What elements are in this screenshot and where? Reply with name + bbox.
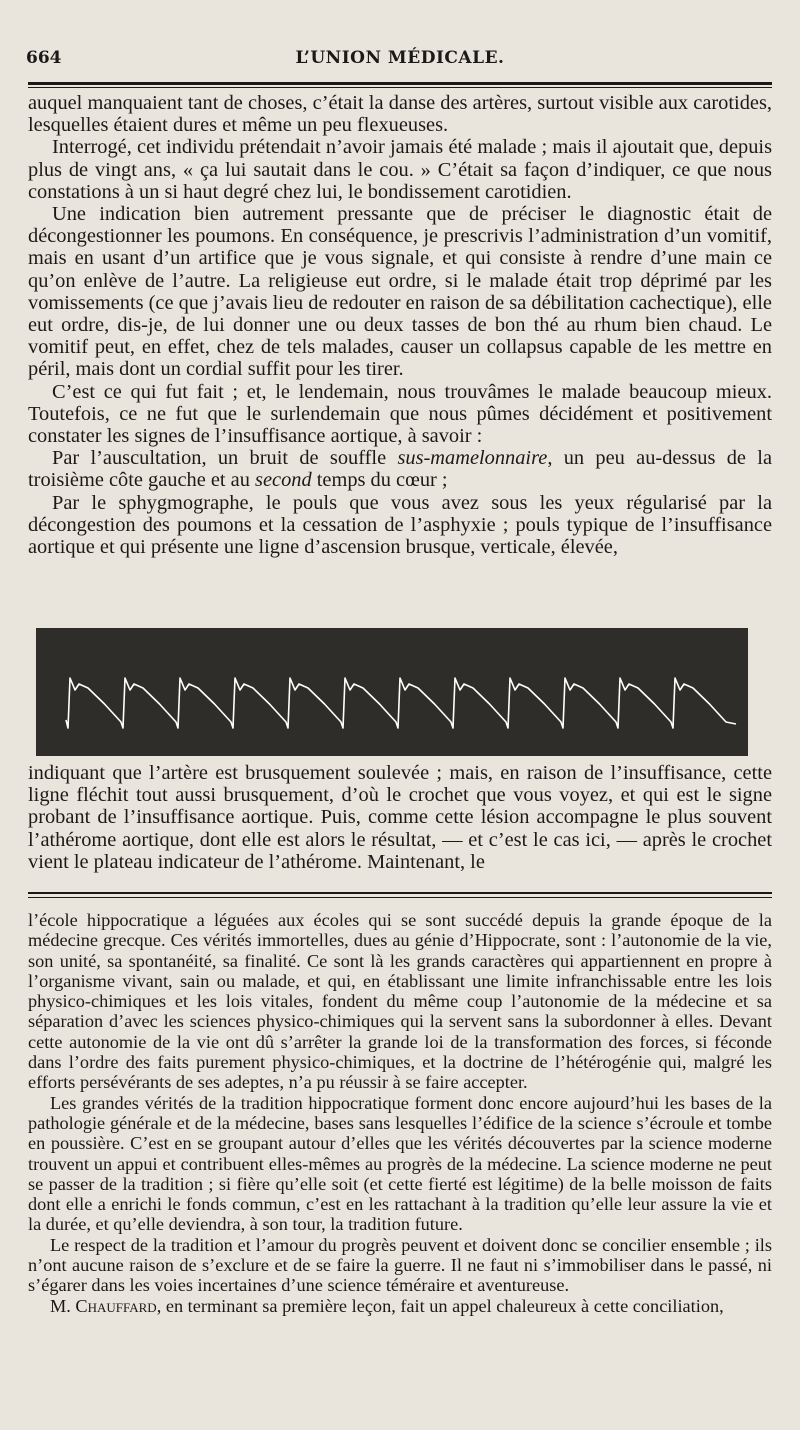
paragraph bbox=[28, 1296, 772, 1316]
page-number: 664 bbox=[26, 48, 62, 68]
paragraph: Le respect de la tradition et l’amour du progrès peuvent et doivent donc se concilier ensemble ; ils n’ont aucune raison de s’exclure et de se faire la guerre. Il ne faut ni s’immobiliser dans le passé, ni s’égarer dans les voies incertaines d’une science téméraire et aventureuse. bbox=[28, 1234, 772, 1296]
paragraph: Une indication bien autrement pressante que de préciser le diagnostic était de décongestionner les poumons. En conséquence, je prescrivis l’administration d’un vomitif, mais en usant d’un artifice que je vous signale, et qui consiste à rendre d’une main ce qu’on enlève de l’autre. La religieuse eut ordre, si le malade était trop déprimé par les vomissements (ce que j’avais lieu de redouter en raison de sa débilitation cachectique), elle eut ordre, dis-je, de lui donner une ou deux tasses de bon thé au rhum bien chaud. Le vomitif peut, en effet, chez de tels malades, causer un collapsus capable de les mettre en péril, mais dont un cordial suffit pour les tirer. bbox=[28, 203, 772, 381]
paragraph: Interrogé, cet individu prétendait n’avoir jamais été malade ; mais il ajoutait que, depuis plus de vingt ans, « ça lui sautait dans le cou. » C’était sa façon d’indiquer, ce que nous constations à un si haut degré chez lui, le bondissement carotidien. bbox=[28, 136, 772, 203]
sphygmograph-trace bbox=[36, 628, 748, 756]
paragraph: indiquant que l’artère est brusquement soulevée ; mais, en raison de l’insuffisance, cette ligne fléchit tout aussi brusquement, d’où le crochet que vous voyez, et qui est le signe probant de l’insuffisance aortique. Puis, comme cette lésion accompagne le plus souvent l’athérome aortique, dont elle est alors le résultat, — et c’est le cas ici, — après le crochet vient le plateau indicateur de l’athérome. Maintenant, le bbox=[28, 762, 772, 873]
header-rule bbox=[28, 82, 772, 85]
paragraph: Les grandes vérités de la tradition hippocratique forment donc encore aujourd’hui les bases de la pathologie générale et de la médecine, bases sans lesquelles l’édifice de la science s’écroule et tombe en poussière. C’est en se groupant autour d’elles que les vérités découvertes par la science moderne trouvent un appui et contribuent elles-mêmes au progrès de la médecine. La science moderne ne peut se passer de la tradition ; si fière qu’elle soit (et cette fierté est légitime) de la belle moisson de faits dont elle a enrichi le fonds commun, c’est en les rattachant à la tradition qu’elle leur assure la vie et la durée, et qu’elle deviendra, à son tour, la tradition future. bbox=[28, 1092, 772, 1235]
paragraph bbox=[28, 447, 772, 491]
sphygmograph-trace-figure bbox=[36, 628, 748, 756]
text-run: Par l’auscultation, un bruit de souffle bbox=[52, 447, 398, 470]
pulse-trace-line bbox=[66, 678, 736, 728]
text-run: , en terminant sa première leçon, fait un appel chaleureux à cette conciliation, bbox=[156, 1295, 724, 1316]
paragraph: auquel manquaient tant de choses, c’était la danse des artères, surtout visible aux carotides, lesquelles étaient dures et même un peu flexueuses. bbox=[28, 92, 772, 137]
feuilleton-separator-thin bbox=[28, 897, 772, 898]
main-column-top bbox=[28, 92, 772, 558]
paragraph: C’est ce qui fut fait ; et, le lendemain, nous trouvâmes le malade beaucoup mieux. Toutefois, ce ne fut que le surlendemain que nous pûmes décidément et positivement constater les signes de l’insuffisance aortique, à savoir : bbox=[28, 380, 772, 448]
paragraph: l’école hippocratique a léguées aux écoles qui se sont succédé depuis la grande époque de la médecine grecque. Ces vérités immortelles, dues au génie d’Hippocrate, sont : l’autonomie de la vie, son unité, sa spontanéité, sa finalité. Ce sont là les grands caractères qui appartiennent en propre à l’organisme vivant, sain ou malade, et qui, en établissant une limite infranchissable entre les lois physico-chimiques et les lois vitales, fondent du même coup l’autonomie de la médecine et sa séparation d’avec les sciences physico-chimiques qui la servent sans la subordonner à elles. Devant cette autonomie de la vie ont dû s’arrêter la grande loi de la transformation des forces, si féconde dans l’ordre des faits purement physico-chimiques, et la doctrine de l’hétérogénie qui, malgré les efforts persévérants de ses adeptes, n’a pu réussir à se faire accepter. bbox=[28, 910, 772, 1093]
text-run: , un peu au-dessus de la troisième côte gauche et au bbox=[28, 447, 772, 492]
feuilleton-separator bbox=[28, 892, 772, 894]
person-name: M. Chauffard bbox=[50, 1295, 157, 1316]
header-rule-thin bbox=[28, 87, 772, 88]
text-run: temps du cœur ; bbox=[311, 469, 448, 492]
running-title: L’UNION MÉDICALE. bbox=[295, 48, 505, 68]
main-column-middle bbox=[28, 762, 772, 873]
feuilleton-column bbox=[28, 910, 772, 1316]
italic-term: second bbox=[255, 469, 312, 492]
page-header bbox=[22, 46, 778, 76]
paragraph: Par le sphygmographe, le pouls que vous avez sous les yeux régularisé par la décongestion des poumons et la cessation de l’asphyxie ; pouls typique de l’insuffisance aortique et qui présente une ligne d’ascension brusque, verticale, élevée, bbox=[28, 491, 772, 559]
italic-term: sus-mamelonnaire bbox=[397, 447, 548, 470]
